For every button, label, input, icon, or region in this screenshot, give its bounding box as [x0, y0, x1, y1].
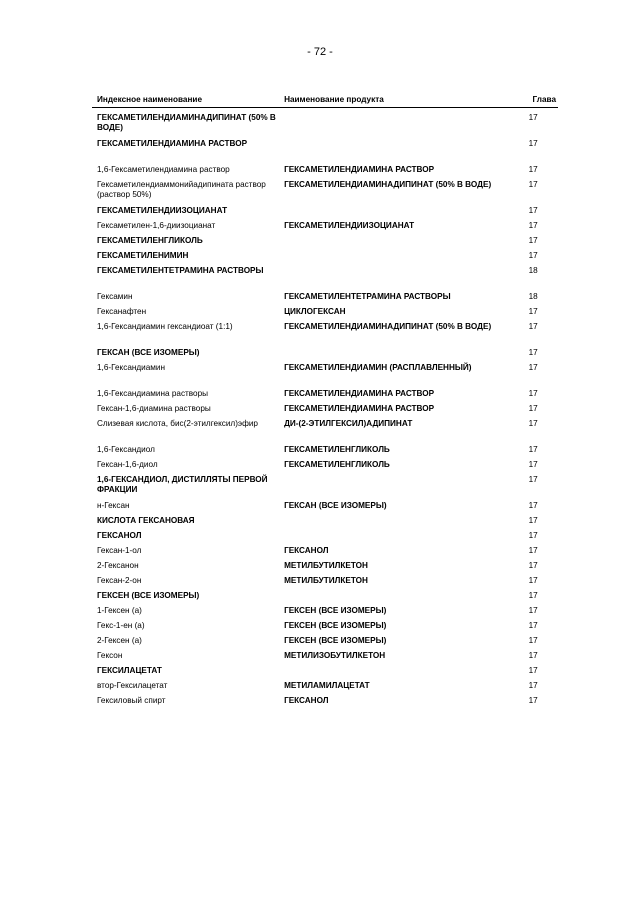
table-body [92, 108, 558, 707]
cell-product-name: ГЕКСАМЕТИЛЕНДИАМИНА РАСТВОР [284, 389, 435, 398]
cell-index-name: Гексон [97, 651, 123, 660]
cell-index-name: 1-Гексен (а) [97, 606, 142, 615]
cell-index-name: ГЕКСАМЕТИЛЕНДИАМИНАДИПИНАТ (50% В ВОДЕ) [97, 113, 276, 132]
table-row [92, 531, 558, 541]
cell-chapter: 17 [528, 696, 538, 705]
cell-index-name: Гексанафтен [97, 307, 147, 316]
cell-index-name: н-Гексан [97, 501, 130, 510]
header-chapter: Глава [508, 93, 558, 108]
table-row [92, 389, 558, 399]
table-row [92, 419, 558, 440]
cell-index-name: Гексаметилендиаммонийадипината раствор (раствор 50%) [97, 180, 266, 199]
cell-product-name [284, 139, 508, 160]
table-row [92, 236, 558, 246]
cell-index-name: ГЕКСАН (ВСЕ ИЗОМЕРЫ) [97, 348, 200, 357]
cell-chapter: 17 [528, 576, 538, 585]
table-row [92, 475, 558, 496]
cell-index-name: втор-Гексилацетат [97, 681, 168, 690]
table-row [92, 363, 558, 384]
table-row [92, 221, 558, 231]
cell-chapter: 17 [528, 206, 538, 215]
cell-product-name: ДИ-(2-ЭТИЛГЕКСИЛ)АДИПИНАТ [284, 419, 413, 428]
table-header-row [92, 93, 558, 108]
cell-index-name: ГЕКСЕН (ВСЕ ИЗОМЕРЫ) [97, 591, 200, 600]
cell-product-name [284, 236, 508, 246]
table-row [92, 445, 558, 455]
cell-index-name: 1,6-Гексаметилендиамина раствор [97, 165, 230, 174]
cell-product-name [284, 516, 508, 526]
cell-chapter: 17 [528, 445, 538, 454]
table-row [92, 576, 558, 586]
table-row [92, 165, 558, 175]
cell-product-name: МЕТИЛАМИЛАЦЕТАТ [284, 681, 370, 690]
cell-product-name: МЕТИЛБУТИЛКЕТОН [284, 561, 368, 570]
cell-chapter: 17 [528, 651, 538, 660]
cell-product-name: ГЕКСЕН (ВСЕ ИЗОМЕРЫ) [284, 621, 387, 630]
cell-chapter: 17 [528, 636, 538, 645]
table-row [92, 322, 558, 343]
cell-product-name [284, 206, 508, 216]
cell-index-name: Гексан-1-ол [97, 546, 142, 555]
cell-product-name [284, 266, 508, 287]
cell-chapter: 17 [528, 516, 538, 525]
cell-product-name: ГЕКСАНОЛ [284, 696, 329, 705]
cell-product-name [284, 251, 508, 261]
cell-product-name [284, 591, 508, 601]
cell-chapter: 18 [528, 266, 538, 275]
cell-product-name [284, 666, 508, 676]
cell-index-name: ГЕКСИЛАЦЕТАТ [97, 666, 162, 675]
cell-product-name: ГЕКСАН (ВСЕ ИЗОМЕРЫ) [284, 501, 387, 510]
cell-chapter: 17 [528, 681, 538, 690]
cell-index-name: Гексамин [97, 292, 133, 301]
cell-index-name: ГЕКСАНОЛ [97, 531, 142, 540]
cell-index-name: КИСЛОТА ГЕКСАНОВАЯ [97, 516, 195, 525]
cell-index-name: 1,6-Гександиамин [97, 363, 166, 372]
cell-product-name [284, 531, 508, 541]
cell-chapter: 17 [528, 621, 538, 630]
cell-chapter: 18 [528, 292, 538, 301]
cell-product-name: ГЕКСАМЕТИЛЕНТЕТРАМИНА РАСТВОРЫ [284, 292, 451, 301]
table-row [92, 621, 558, 631]
cell-chapter: 17 [528, 307, 538, 316]
cell-product-name: ГЕКСАМЕТИЛЕНГЛИКОЛЬ [284, 460, 390, 469]
table-row [92, 636, 558, 646]
cell-product-name [284, 475, 508, 496]
table-row [92, 516, 558, 526]
cell-index-name: ГЕКСАМЕТИЛЕНИМИН [97, 251, 189, 260]
cell-chapter: 17 [528, 322, 538, 331]
cell-chapter: 17 [528, 221, 538, 230]
cell-index-name: Гексан-2-он [97, 576, 142, 585]
table-row [92, 501, 558, 511]
cell-chapter: 17 [528, 363, 538, 372]
header-index-name: Индексное наименование [92, 93, 284, 108]
cell-index-name: Гексаметилен-1,6-диизоцианат [97, 221, 216, 230]
table-row [92, 251, 558, 261]
table-row [92, 404, 558, 414]
table-row [92, 348, 558, 358]
table-row [92, 561, 558, 571]
table-row [92, 266, 558, 287]
cell-index-name: 1,6-Гександиамин гександиоат (1:1) [97, 322, 233, 331]
cell-index-name: ГЕКСАМЕТИЛЕНДИАМИНА РАСТВОР [97, 139, 248, 148]
cell-product-name: ГЕКСАМЕТИЛЕНДИИЗОЦИАНАТ [284, 221, 415, 230]
cell-index-name: ГЕКСАМЕТИЛЕНТЕТРАМИНА РАСТВОРЫ [97, 266, 264, 275]
cell-chapter: 17 [528, 591, 538, 600]
cell-chapter: 17 [528, 531, 538, 540]
table-row [92, 666, 558, 676]
table-row [92, 651, 558, 661]
cell-product-name: ГЕКСАМЕТИЛЕНДИАМИНА РАСТВОР [284, 165, 435, 174]
table-row [92, 139, 558, 160]
table-row [92, 591, 558, 601]
cell-index-name: Слизевая кислота, бис(2-этилгексил)эфир [97, 419, 258, 428]
cell-product-name [284, 113, 508, 134]
cell-product-name: МЕТИЛИЗОБУТИЛКЕТОН [284, 651, 386, 660]
cell-chapter: 17 [528, 348, 538, 357]
cell-chapter: 17 [528, 460, 538, 469]
cell-product-name: ГЕКСАМЕТИЛЕНГЛИКОЛЬ [284, 445, 390, 454]
cell-index-name: 2-Гексен (а) [97, 636, 142, 645]
cell-chapter: 17 [528, 251, 538, 260]
cell-product-name: ГЕКСАМЕТИЛЕНДИАМИНАДИПИНАТ (50% В ВОДЕ) [284, 180, 492, 189]
cell-product-name: ГЕКСАМЕТИЛЕНДИАМИНА РАСТВОР [284, 404, 435, 413]
cell-index-name: ГЕКСАМЕТИЛЕНДИИЗОЦИАНАТ [97, 206, 228, 215]
table-row [92, 546, 558, 556]
table-row [92, 681, 558, 691]
cell-chapter: 17 [528, 475, 538, 484]
table-row [92, 180, 558, 201]
cell-chapter: 17 [528, 501, 538, 510]
cell-product-name: ЦИКЛОГЕКСАН [284, 307, 346, 316]
cell-index-name: 1,6-Гександиол [97, 445, 155, 454]
cell-chapter: 17 [528, 419, 538, 428]
page-number: - 72 - [307, 46, 333, 58]
header-product-name: Наименование продукта [284, 93, 508, 108]
cell-index-name: Гексан-1,6-диамина растворы [97, 404, 211, 413]
index-table [92, 93, 558, 706]
cell-chapter: 17 [528, 606, 538, 615]
table-row [92, 292, 558, 302]
cell-product-name: ГЕКСЕН (ВСЕ ИЗОМЕРЫ) [284, 606, 387, 615]
table-row [92, 606, 558, 616]
cell-chapter: 17 [528, 546, 538, 555]
cell-chapter: 17 [528, 165, 538, 174]
cell-product-name: ГЕКСАНОЛ [284, 546, 329, 555]
cell-product-name: ГЕКСАМЕТИЛЕНДИАМИН (РАСПЛАВЛЕННЫЙ) [284, 363, 472, 372]
cell-chapter: 17 [528, 180, 538, 189]
cell-index-name: 1,6-ГЕКСАНДИОЛ, ДИСТИЛЛЯТЫ ПЕРВОЙ ФРАКЦИИ [97, 475, 268, 494]
cell-chapter: 17 [528, 389, 538, 398]
table-row [92, 696, 558, 706]
table-row [92, 307, 558, 317]
cell-index-name: ГЕКСАМЕТИЛЕНГЛИКОЛЬ [97, 236, 203, 245]
cell-chapter: 17 [528, 666, 538, 675]
cell-index-name: 2-Гексанон [97, 561, 139, 570]
table-row [92, 113, 558, 134]
cell-product-name: ГЕКСЕН (ВСЕ ИЗОМЕРЫ) [284, 636, 387, 645]
cell-product-name: МЕТИЛБУТИЛКЕТОН [284, 576, 368, 585]
cell-index-name: 1,6-Гександиамина растворы [97, 389, 209, 398]
cell-index-name: Гексан-1,6-диол [97, 460, 158, 469]
cell-chapter: 17 [528, 139, 538, 148]
cell-index-name: Гекс-1-ен (а) [97, 621, 145, 630]
cell-chapter: 17 [528, 404, 538, 413]
cell-product-name: ГЕКСАМЕТИЛЕНДИАМИНАДИПИНАТ (50% В ВОДЕ) [284, 322, 492, 331]
table-row [92, 206, 558, 216]
cell-chapter: 17 [528, 561, 538, 570]
table-row [92, 460, 558, 470]
cell-chapter: 17 [528, 236, 538, 245]
cell-product-name [284, 348, 508, 358]
cell-index-name: Гексиловый спирт [97, 696, 166, 705]
cell-chapter: 17 [528, 113, 538, 122]
